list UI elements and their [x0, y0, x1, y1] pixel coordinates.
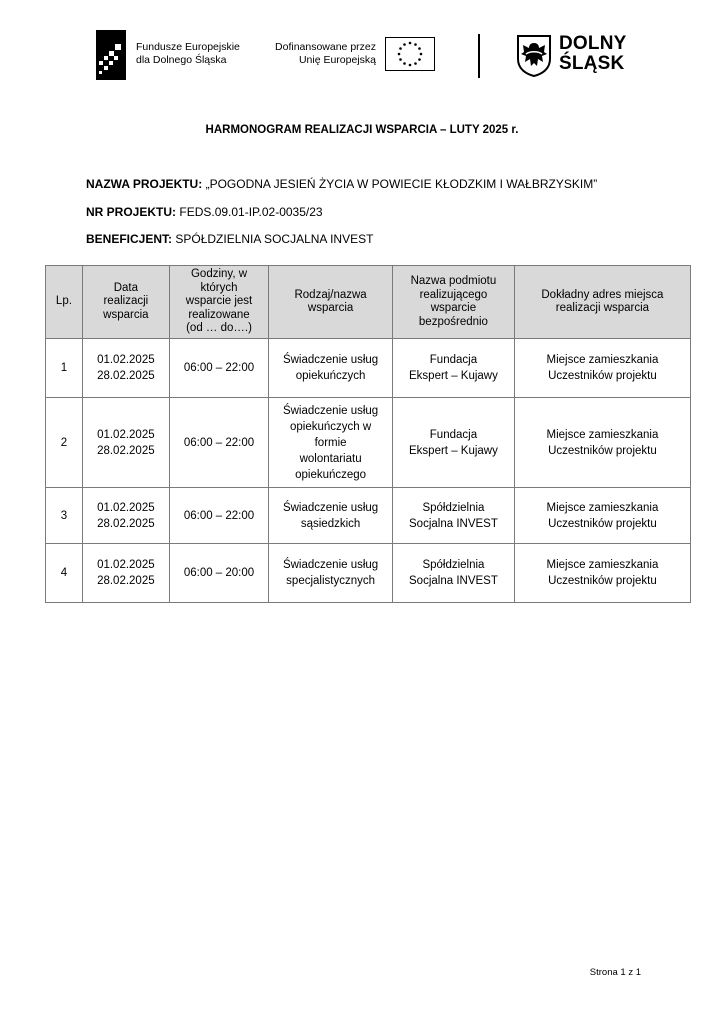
cell-hours: 06:00 – 22:00 — [169, 488, 268, 544]
project-name-line — [86, 177, 597, 191]
project-number-value: FEDS.09.01-IP.02-0035/23 — [179, 205, 323, 219]
schedule-table — [45, 265, 691, 603]
cell-type: Świadczenie usług specjalistycznych — [269, 544, 393, 603]
beneficiary-line — [86, 232, 373, 246]
project-name-label: NAZWA PROJEKTU: — [86, 177, 203, 191]
eagle-crest-icon — [517, 35, 551, 77]
beneficiary-value: SPÓŁDZIELNIA SOCJALNA INVEST — [175, 232, 374, 246]
cell-provider: Spółdzielnia Socjalna INVEST — [393, 488, 515, 544]
fe-logo-text — [136, 41, 240, 67]
cell-lp: 1 — [46, 339, 83, 398]
eu-flag-icon — [385, 37, 435, 71]
cell-address: Miejsce zamieszkania Uczestników projektu — [514, 544, 690, 603]
fe-line2: dla Dolnego Śląska — [136, 54, 227, 66]
cell-type: Świadczenie usług sąsiedzkich — [269, 488, 393, 544]
ds-line1: DOLNY — [559, 33, 627, 54]
header-lp: Lp. — [46, 266, 83, 339]
header-date: Data realizacji wsparcia — [82, 266, 169, 339]
cell-date: 01.02.2025 28.02.2025 — [82, 398, 169, 488]
table-row — [46, 339, 691, 398]
cell-type: Świadczenie usług opiekuńczych w formie wolontariatu opiekuńczego — [269, 398, 393, 488]
cofinanced-text — [268, 41, 376, 67]
table-header-row — [46, 266, 691, 339]
cell-date: 01.02.2025 28.02.2025 — [82, 339, 169, 398]
cell-provider: Fundacja Ekspert – Kujawy — [393, 339, 515, 398]
fundusze-europejskie-logo — [96, 30, 126, 80]
table-row — [46, 488, 691, 544]
logo-divider — [478, 34, 480, 78]
cell-address: Miejsce zamieszkania Uczestników projektu — [514, 488, 690, 544]
beneficiary-label: BENEFICJENT: — [86, 232, 173, 246]
table-row — [46, 398, 691, 488]
project-name-value: „POGODNA JESIEŃ ŻYCIA W POWIECIE KŁODZKIM I WAŁBRZYSKIM” — [205, 177, 598, 191]
cell-lp: 3 — [46, 488, 83, 544]
cell-date: 01.02.2025 28.02.2025 — [82, 488, 169, 544]
cell-address: Miejsce zamieszkania Uczestników projektu — [514, 339, 690, 398]
cell-address: Miejsce zamieszkania Uczestników projektu — [514, 398, 690, 488]
project-number-line — [86, 205, 323, 219]
co-line1: Dofinansowane przez — [275, 41, 376, 53]
cell-hours: 06:00 – 20:00 — [169, 544, 268, 603]
cell-provider: Fundacja Ekspert – Kujawy — [393, 398, 515, 488]
page-number: Strona 1 z 1 — [589, 967, 641, 978]
ds-line2: ŚLĄSK — [559, 53, 625, 74]
cell-lp: 2 — [46, 398, 83, 488]
cell-provider: Spółdzielnia Socjalna INVEST — [393, 544, 515, 603]
logo-bar — [96, 28, 646, 84]
table-row — [46, 544, 691, 603]
cell-hours: 06:00 – 22:00 — [169, 339, 268, 398]
project-number-label: NR PROJEKTU: — [86, 205, 177, 219]
fe-line1: Fundusze Europejskie — [136, 41, 240, 53]
document-title: HARMONOGRAM REALIZACJI WSPARCIA – LUTY 2025 r. — [205, 124, 519, 136]
cell-type: Świadczenie usług opiekuńczych — [269, 339, 393, 398]
co-line2: Unię Europejską — [298, 54, 376, 66]
header-address: Dokładny adres miejsca realizacji wsparcia — [514, 266, 690, 339]
header-type: Rodzaj/nazwa wsparcia — [269, 266, 393, 339]
header-hours: Godziny, w których wsparcie jest realizowane (od … do….) — [169, 266, 268, 339]
cell-date: 01.02.2025 28.02.2025 — [82, 544, 169, 603]
header-provider: Nazwa podmiotu realizującego wsparcie bezpośrednio — [393, 266, 515, 339]
cell-lp: 4 — [46, 544, 83, 603]
cell-hours: 06:00 – 22:00 — [169, 398, 268, 488]
dolny-slask-text — [559, 34, 627, 74]
